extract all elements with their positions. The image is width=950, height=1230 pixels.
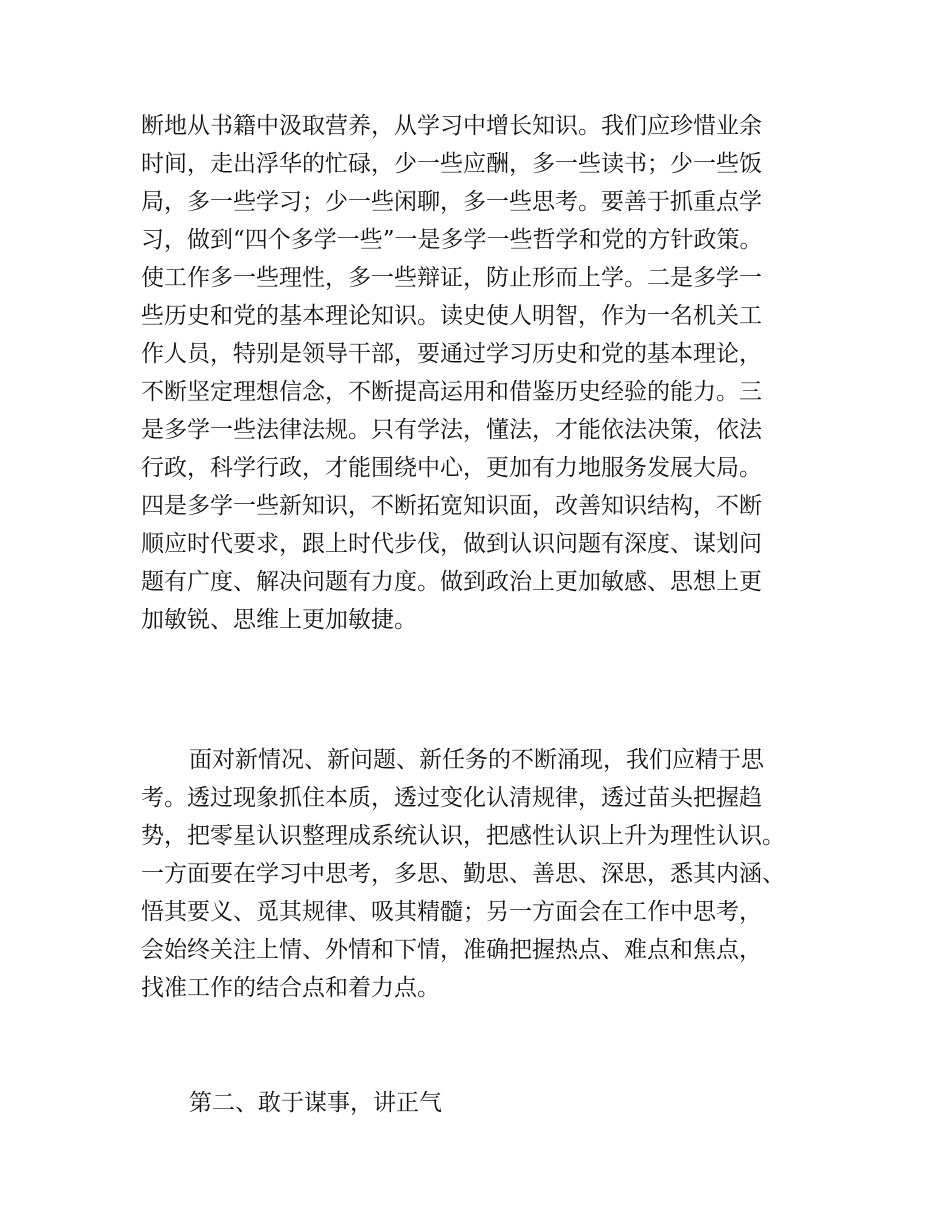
paragraph-line: 顺应时代要求，跟上时代步伐，做到认识问题有深度、谋划问 (141, 531, 762, 557)
paragraph-study (141, 107, 841, 639)
paragraph-line: 加敏锐、思维上更加敏捷。 (141, 607, 417, 633)
paragraph-line: 些历史和党的基本理论知识。读史使人明智，作为一名机关工 (141, 303, 762, 329)
paragraph-line: 是多学一些法律法规。只有学法，懂法，才能依法决策，依法 (141, 417, 762, 443)
paragraph-line: 势，把零星认识整理成系统认识，把感性认识上升为理性认识。 (141, 823, 785, 849)
section-heading (141, 1084, 841, 1122)
paragraph-line: 考。透过现象抓住本质，透过变化认清规律，透过苗头把握趋 (141, 785, 762, 811)
paragraph-line: 四是多学一些新知识，不断拓宽知识面，改善知识结构，不断 (141, 493, 762, 519)
paragraph-line: 一方面要在学习中思考，多思、勤思、善思、深思，悉其内涵、 (141, 861, 785, 887)
paragraph-line: 断地从书籍中汲取营养，从学习中增长知识。我们应珍惜业余 (141, 113, 762, 139)
paragraph-line: 习，做到“四个多学一些”一是多学一些哲学和党的方针政策。 (141, 227, 763, 253)
paragraph-line: 面对新情况、新问题、新任务的不断涌现，我们应精于思 (189, 747, 764, 773)
paragraph-line: 作人员，特别是领导干部，要通过学习历史和党的基本理论， (141, 341, 762, 367)
paragraph-line: 行政，科学行政，才能围绕中心，更加有力地服务发展大局。 (141, 455, 762, 481)
paragraph-line: 局，多一些学习；少一些闲聊，多一些思考。要善于抓重点学 (141, 189, 762, 215)
paragraph-line: 时间，走出浮华的忙碌，少一些应酬，多一些读书；少一些饭 (141, 151, 762, 177)
paragraph-line: 使工作多一些理性，多一些辩证，防止形而上学。二是多学一 (141, 265, 762, 291)
paragraph-thinking (141, 741, 841, 1007)
paragraph-line: 题有广度、解决问题有力度。做到政治上更加敏感、思想上更 (141, 569, 762, 595)
paragraph-line: 不断坚定理想信念，不断提高运用和借鉴历史经验的能力。三 (141, 379, 762, 405)
section-heading-text: 第二、敢于谋事，讲正气 (189, 1090, 442, 1116)
paragraph-line: 会始终关注上情、外情和下情，准确把握热点、难点和焦点， (141, 937, 762, 963)
paragraph-line: 悟其要义、觅其规律、吸其精髓；另一方面会在工作中思考， (141, 899, 762, 925)
paragraph-line: 找准工作的结合点和着力点。 (141, 975, 440, 1001)
